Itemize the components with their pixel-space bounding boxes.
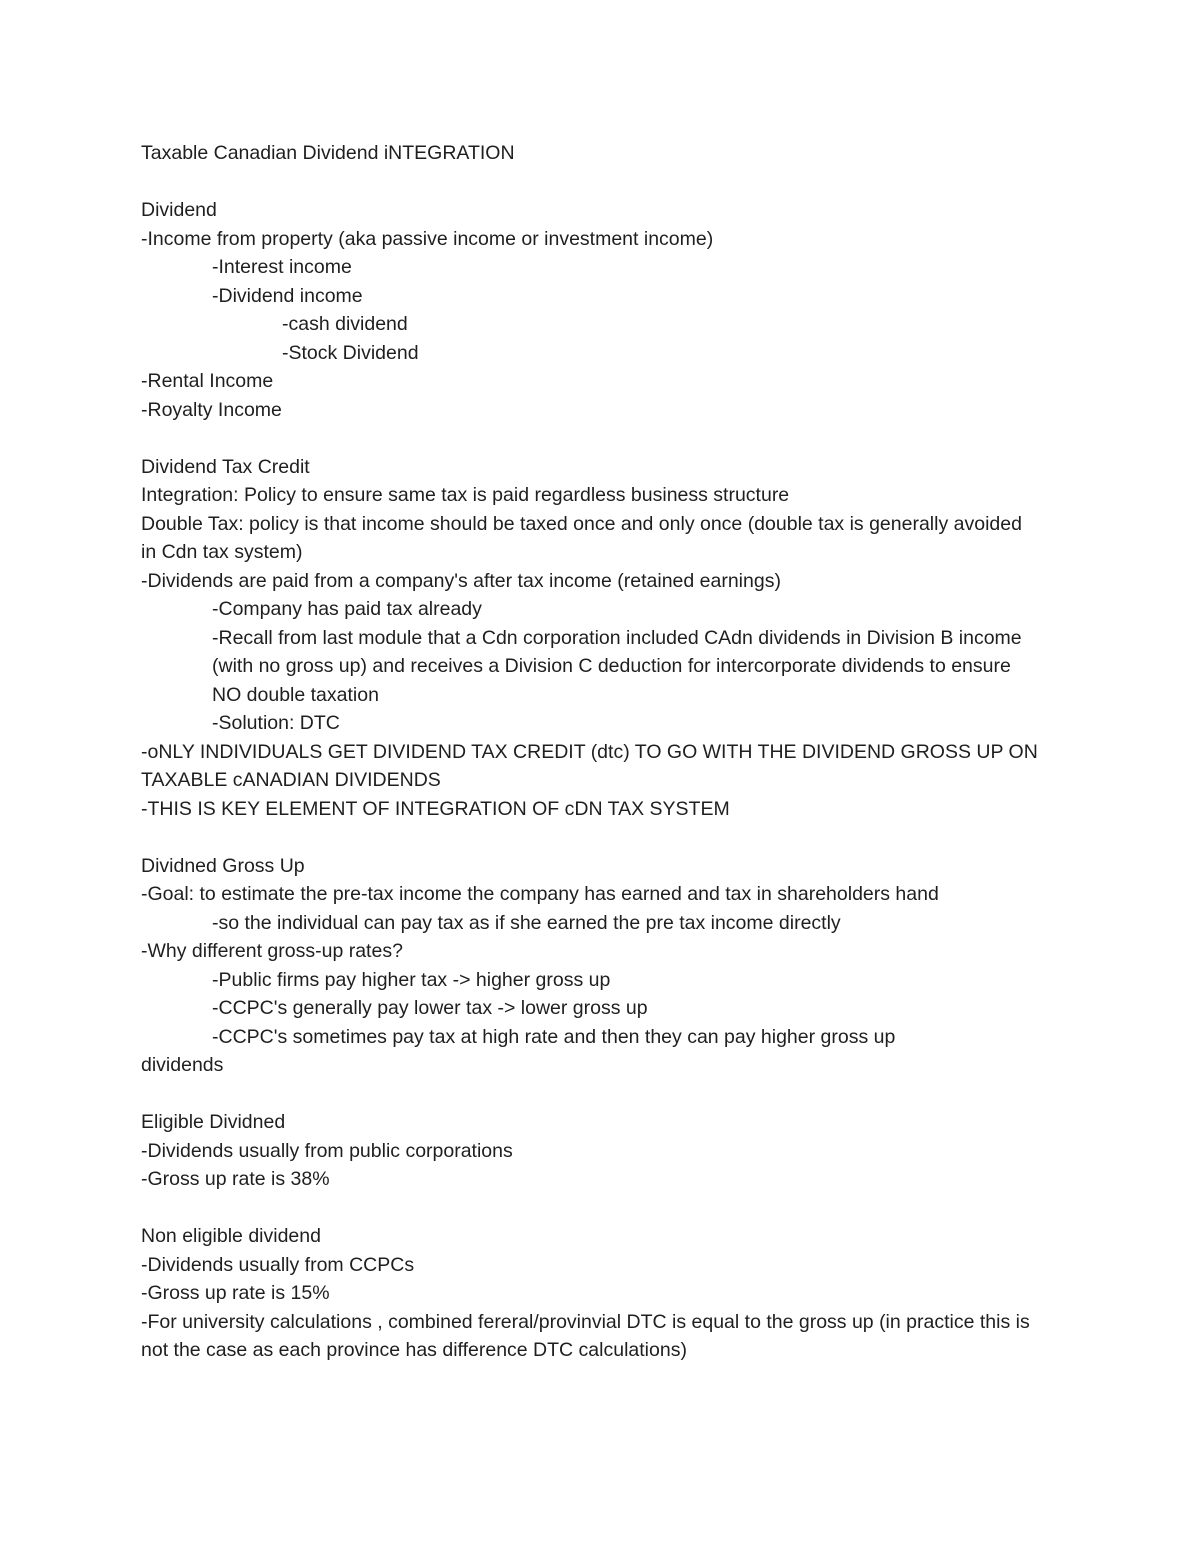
section-heading: Dividned Gross Up [141, 854, 305, 877]
section-heading: Dividend [141, 199, 217, 221]
text-line: -Gross up rate is 38% [141, 1168, 330, 1190]
text-line: -Gross up rate is 15% [141, 1282, 330, 1304]
section-spacer [141, 424, 1041, 453]
text-line: -CCPC's sometimes pay tax at high rate and then they can pay higher gross up [212, 1025, 896, 1048]
section-eligible-dividend [141, 1108, 1041, 1194]
text-line: -THIS IS KEY ELEMENT OF INTEGRATION OF cDN TAX SYSTEM [141, 797, 730, 820]
text-line: -Why different gross-up rates? [141, 940, 403, 962]
section-heading: Dividend Tax Credit [141, 455, 310, 478]
text-line: -Recall from last module that a Cdn corporation included CAdn dividends in Division B income (with no gross up) and receives a Division C deduction for intercorporate dividends to ensure NO double taxation [212, 626, 1028, 706]
text-line: -Solution: DTC [212, 712, 340, 734]
text-line: -Dividend income [212, 284, 363, 307]
section-dividend-tax-credit [141, 453, 1041, 824]
text-line: -For university calculations , combined fereral/provinvial DTC is equal to the gross up (in practice this is not the case as each province has difference DTC calculations) [141, 1310, 1036, 1361]
section-non-eligible-dividend [141, 1222, 1041, 1365]
section-spacer [141, 1080, 1041, 1109]
section-heading: Non eligible dividend [141, 1225, 321, 1247]
section-dividend [141, 196, 1041, 424]
text-line: -cash dividend [282, 313, 408, 335]
document-title: Taxable Canadian Dividend iNTEGRATION [141, 142, 515, 164]
text-line: -Rental Income [141, 370, 274, 392]
document-sections [141, 168, 1041, 1365]
section-heading: Eligible Dividned [141, 1111, 286, 1133]
text-line: -Public firms pay higher tax -> higher gross up [212, 968, 611, 991]
text-line: -Interest income [212, 256, 352, 278]
section-spacer [141, 823, 1041, 852]
text-line: -Dividends usually from CCPCs [141, 1253, 415, 1276]
text-line: -Company has paid tax already [212, 598, 482, 620]
text-line: -Dividends are paid from a company's after tax income (retained earnings) [141, 569, 781, 592]
document-body [141, 139, 1041, 1365]
section-spacer [141, 1194, 1041, 1223]
text-line: dividends [141, 1054, 224, 1076]
text-line: Integration: Policy to ensure same tax is paid regardless business structure [141, 484, 790, 506]
text-line: -Royalty Income [141, 398, 282, 421]
text-line: -oNLY INDIVIDUALS GET DIVIDEND TAX CREDIT (dtc) TO GO WITH THE DIVIDEND GROSS UP ON TAXABLE cANADIAN DIVIDENDS [141, 740, 1043, 791]
text-line: Double Tax: policy is that income should be taxed once and only once (double tax is generally avoided in Cdn tax system) [141, 512, 1028, 563]
text-line: -Dividends usually from public corporations [141, 1139, 513, 1162]
section-spacer [141, 168, 1041, 197]
section-dividend-gross-up [141, 852, 1041, 1080]
text-line: -so the individual can pay tax as if she earned the pre tax income directly [212, 911, 841, 934]
text-line: -Stock Dividend [282, 341, 419, 364]
text-line: -Goal: to estimate the pre-tax income the company has earned and tax in shareholders hand [141, 883, 939, 905]
text-line: -CCPC's generally pay lower tax -> lower gross up [212, 997, 648, 1019]
text-line: -Income from property (aka passive income or investment income) [141, 227, 714, 250]
